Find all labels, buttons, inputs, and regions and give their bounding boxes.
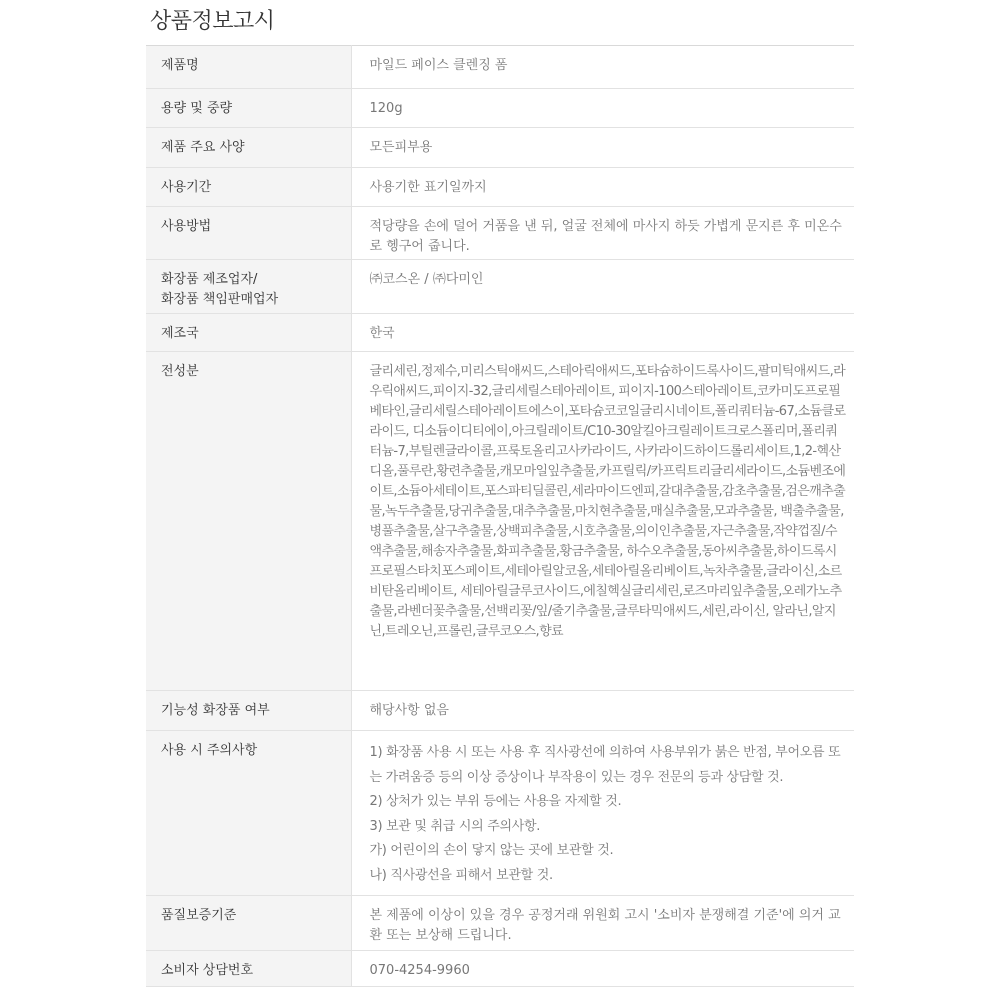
table-row [146,207,854,260]
table-row [146,352,854,691]
table-row [146,260,854,314]
row-label: 전성분 [146,352,351,691]
row-label: 사용방법 [146,207,351,260]
row-value: 사용기한 표기일까지 [351,168,854,207]
ingredients-value: 글리세린,정제수,미리스틱애씨드,스테아릭애씨드,포타슘하이드록사이드,팔미틱애씨드,라우릭애씨드,피이지-32,글리세릴스테아레이트, 피이지-100스테아레이트,코카미도프로필베타인,글리세릴스테아레이트에스이,포타슘코코일글리시네이트,폴리쿼터늄-67,소듐클로라이드, 디소듐이디티에이,아크릴레이트/C10-30알킬아크릴레이트크로스폴리머,폴리쿼터늄-7,부틸렌글라이콜,프룩토올리고사카라이드, 사카라이드하이드롤리세이트,1,2-헥산디올,풀루란,황련추출물,캐모마일잎추출물,카프릴릭/카프릭트리글리세라이드,소듐벤조에이트,소듐아세테이트,포스파티딜콜린,세라마이드엔피,갈대추출물,감초추출물,검은깨추출물,녹두추출물,당귀추출물,대추추출물,마치현추출물,매실추출물,모과추출물, 백출추출물,병풀추출물,살구추출물,상백피추출물,시호추출물,의이인추출물,자근추출물,작약껍질/수액추출물,해송자추출물,화피추출물,황금추출물, 하수오추출물,동아씨추출물,하이드록시프로필스타치포스페이트,세테아릴알코올,세테아릴올리베이트,녹차추출물,글라이신,소르비탄올리베이트, 세테아릴글루코사이드,에칠헥실글리세린,로즈마리잎추출물,오레가노추출물,라벤더꽃추출물,선백리꽃/잎/줄기추출물,글루타믹애씨드,세린,라이신, 알라닌,알지닌,트레오닌,프롤린,글루코오스,향료 [351,352,854,691]
row-label [146,260,351,314]
row-label: 사용기간 [146,168,351,207]
table-row [146,89,854,128]
caution-item: 나) 직사광선을 피해서 보관할 것. [369,867,553,883]
row-label: 제조국 [146,314,351,352]
row-label: 제품 주요 사양 [146,128,351,168]
row-value: 적당량을 손에 덜어 거품을 낸 뒤, 얼굴 전체에 마사지 하듯 가볍게 문지른 후 미온수로 헹구어 줍니다. [351,207,854,260]
table-row [146,128,854,168]
table-row [146,168,854,207]
row-value: 마일드 페이스 클렌징 폼 [351,46,854,89]
row-value: 한국 [351,314,854,352]
table-row [146,46,854,89]
caution-item: 3) 보관 및 취급 시의 주의사항. [369,818,541,834]
caution-item: 2) 상처가 있는 부위 등에는 사용을 자제할 것. [369,794,622,809]
row-label: 용량 및 중량 [146,89,351,128]
row-label: 사용 시 주의사항 [146,731,351,896]
caution-item: 1) 화장품 사용 시 또는 사용 후 직사광선에 의하여 사용부위가 붉은 반점, 부어오름 또는 가려움증 등의 이상 증상이나 부작용이 있는 경우 전문의 등과 상담할 것. [369,745,841,785]
row-value: 본 제품에 이상이 있을 경우 공정거래 위원회 고시 '소비자 분쟁해결 기준'에 의거 교환 또는 보상해 드립니다. [351,896,854,951]
table-row [146,314,854,352]
row-label: 품질보증기준 [146,896,351,951]
page-title: 상품정보고시 [150,9,275,34]
table-row [146,731,854,896]
row-label-line: 화장품 제조업자/ [161,272,258,287]
table-row [146,691,854,731]
consumer-phone: 070-4254-9960 [351,951,854,987]
row-label: 소비자 상담번호 [146,951,351,987]
row-value: ㈜코스온 / ㈜다미인 [351,260,854,314]
caution-list [351,731,854,896]
table-row [146,896,854,951]
row-label-line: 화장품 책임판매업자 [161,292,279,307]
row-value: 120g [351,89,854,128]
row-value: 해당사항 없음 [351,691,854,731]
caution-item: 가) 어린이의 손이 닿지 않는 곳에 보관할 것. [369,843,614,858]
product-info-table [146,45,854,987]
row-label: 기능성 화장품 여부 [146,691,351,731]
table-row [146,951,854,987]
row-label: 제품명 [146,46,351,89]
row-value: 모든피부용 [351,128,854,168]
